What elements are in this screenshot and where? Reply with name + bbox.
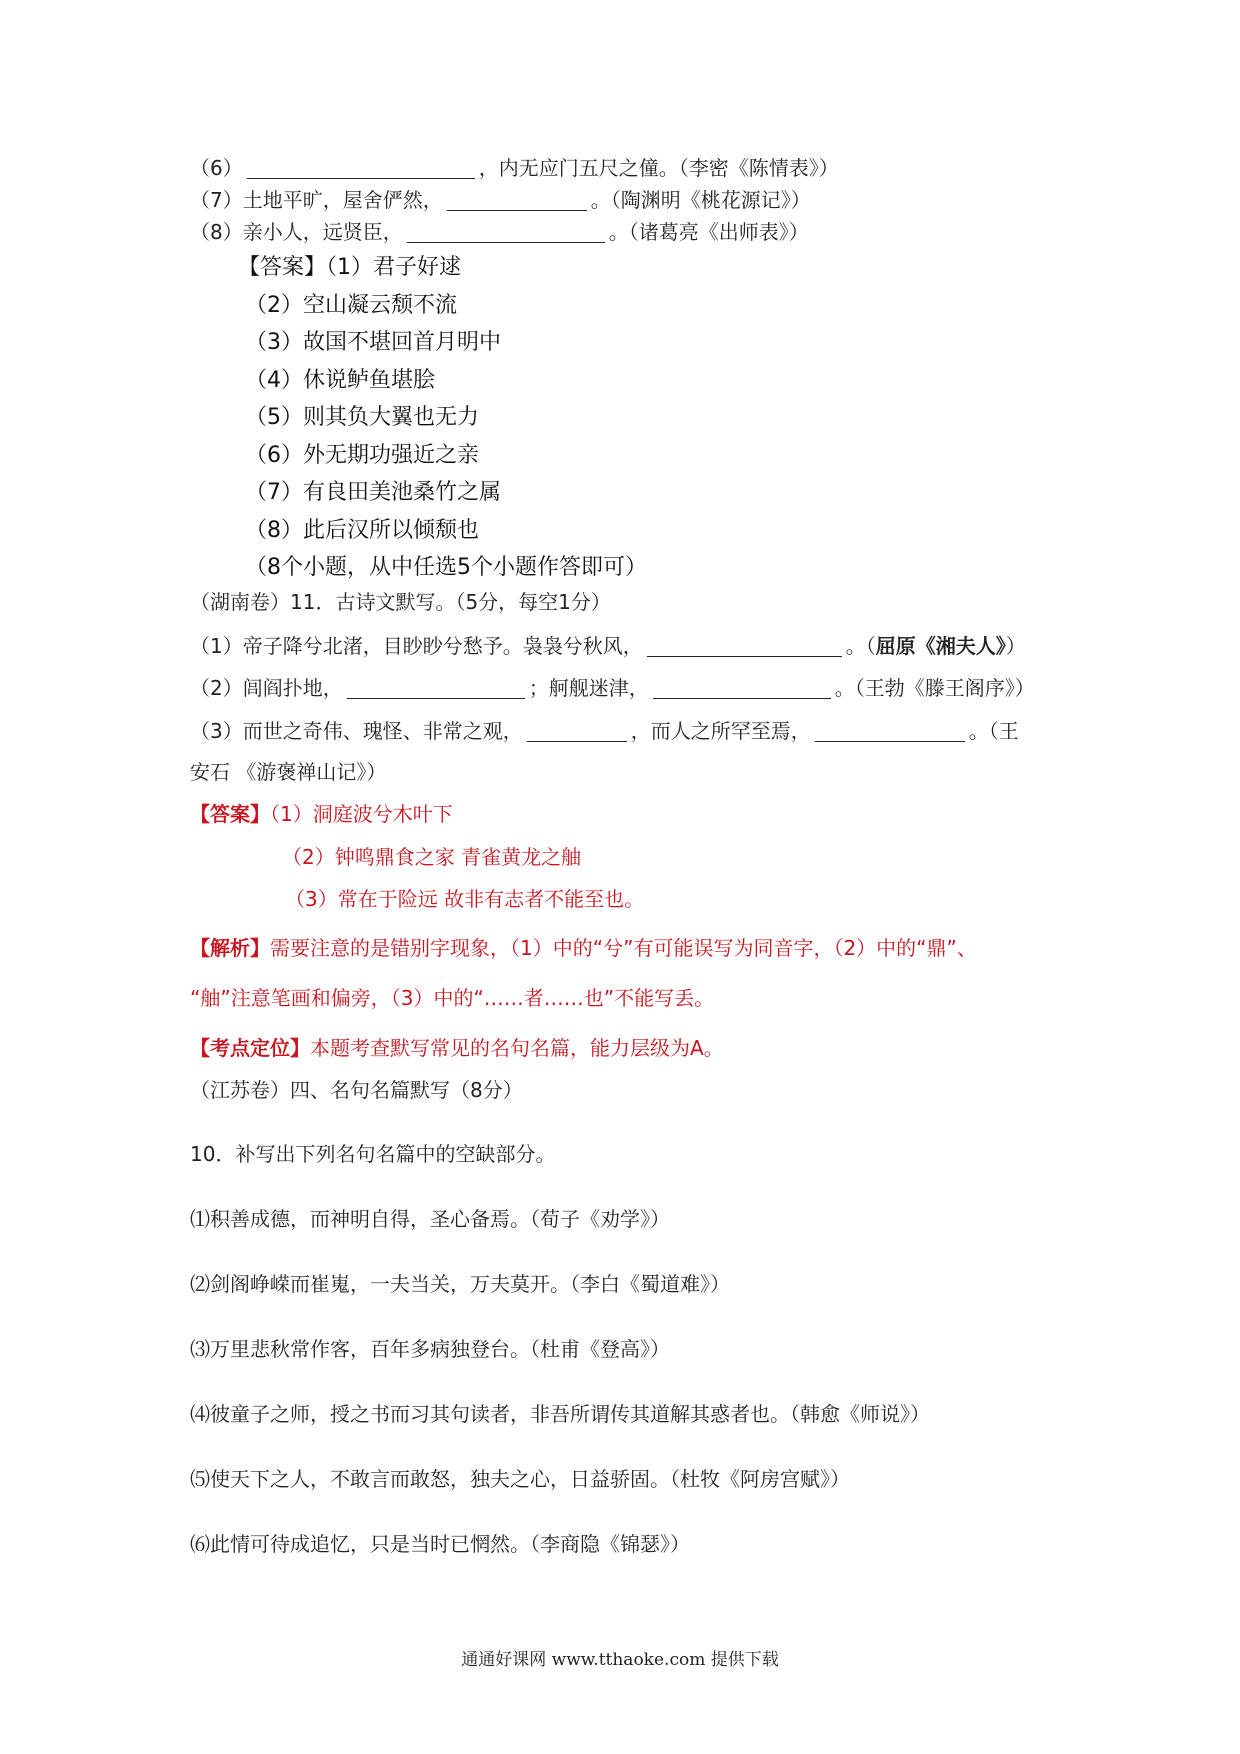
source-title: 屈原《湘夫人》 [875,634,1006,658]
blank-line [407,222,605,243]
blank-line [527,721,627,742]
question-text: 。（ [845,634,876,658]
answer-item: （1）君子好逑 [326,255,462,280]
hunan-point [190,1034,724,1062]
hunan-answer-1 [190,800,453,828]
hunan-analysis [190,934,977,962]
answer-label: 【答案】 [190,802,270,826]
point-text: 本题考查默写常见的名句名篇，能力层级为A。 [310,1036,724,1060]
question-text: 。（诸葛亮《出师表》） [608,220,809,244]
jiangsu-item-1: ⑴积善成德，而神明自得，圣心备焉。（荀子《劝学》） [190,1207,670,1231]
hunan-heading: （湖南卷）11．古诗文默写。（5分，每空1分） [190,590,611,614]
analysis-label: 【解析】 [190,936,270,960]
blank-line [815,721,965,742]
question-text: （3）而世之奇伟、瑰怪、非常之观， [190,719,523,743]
hunan-question-3 [190,717,1019,745]
jiangsu-item-6: ⑹此情可待成追忆，只是当时已惘然。（李商隐《锦瑟》） [190,1532,690,1556]
answer-line-6: （6）外无期功强近之亲 [245,443,479,468]
blank-line [447,190,587,211]
answer-line-5: （5）则其负大翼也无力 [245,405,479,430]
hunan-answer-2: （2）钟鸣鼎食之家 青雀黄龙之舳 [282,845,582,869]
hunan-question-1 [190,632,1026,660]
hunan-question-2 [190,674,1035,702]
answer-item: （1）洞庭波兮木叶下 [270,802,453,826]
answer-line-7: （7）有良田美池桑竹之属 [245,480,501,505]
question-text: ，内无应门五尺之僮。（李密《陈情表》） [478,156,839,180]
jiangsu-item-4: ⑷彼童子之师，授之书而习其句读者，非吾所谓传其道解其惑者也。（韩愈《师说》） [190,1402,930,1426]
page-footer: 通通好课网 www.tthaoke.com 提供下载 [461,1650,779,1670]
question-number: （8） [190,220,243,244]
jiangsu-item-3: ⑶万里悲秋常作客，百年多病独登台。（杜甫《登高》） [190,1337,670,1361]
hunan-analysis-cont: “舳”注意笔画和偏旁，（3）中的“……者……也”不能写丢。 [190,986,715,1010]
question-text: 。（王勃《滕王阁序》） [834,676,1035,700]
blank-line [247,158,475,179]
question-text: （2）闾阎扑地， [190,676,343,700]
answer-line-2: （2）空山凝云颓不流 [245,293,457,318]
question-text: 亲小人，远贤臣， [242,220,403,244]
answer-line-8: （8）此后汉所以倾颓也 [245,518,479,543]
question-text: 。（陶渊明《桃花源记》） [590,188,811,212]
blank-line [647,636,842,657]
question-number: （6） [190,156,243,180]
jiangsu-heading: （江苏卷）四、名句名篇默写（8分） [190,1078,523,1102]
answer-line-1 [238,254,461,282]
question-text: 。（王 [968,719,1019,743]
jiangsu-question: 10．补写出下列名句名篇中的空缺部分。 [190,1142,556,1166]
question-text: ，而人之所罕至焉， [630,719,811,743]
question-8 [190,218,809,246]
jiangsu-item-5: ⑸使天下之人，不敢言而敢怒，独夫之心，日益骄固。（杜牧《阿房宫赋》） [190,1467,850,1491]
question-7 [190,186,811,214]
analysis-text: 需要注意的是错别字现象，（1）中的“兮”有可能误写为同音字，（2）中的“鼎”、 [270,936,977,960]
jiangsu-item-2: ⑵剑阁峥嵘而崔嵬，一夫当关，万夫莫开。（李白《蜀道难》） [190,1272,730,1296]
point-label: 【考点定位】 [190,1036,310,1060]
blank-line [653,678,831,699]
answer-label: 【答案】 [238,255,327,280]
blank-line [347,678,525,699]
question-text: ） [1005,634,1026,658]
question-number: （7） [190,188,243,212]
answer-line-4: （4）休说鲈鱼堪脍 [245,368,435,393]
question-text: 土地平旷，屋舍俨然， [242,188,443,212]
answer-note: （8个小题，从中任选5个小题作答即可） [245,555,647,580]
hunan-answer-3: （3）常在于险远 故非有志者不能至也。 [285,887,645,911]
question-text: （1）帝子降兮北渚，目眇眇兮愁予。袅袅兮秋风， [190,634,643,658]
question-6 [190,154,839,182]
hunan-question-3-cont: 安石 《游褒禅山记》） [190,760,387,784]
answer-line-3: （3）故国不堪回首月明中 [245,330,501,355]
question-text: ；舸舰迷津， [528,676,649,700]
